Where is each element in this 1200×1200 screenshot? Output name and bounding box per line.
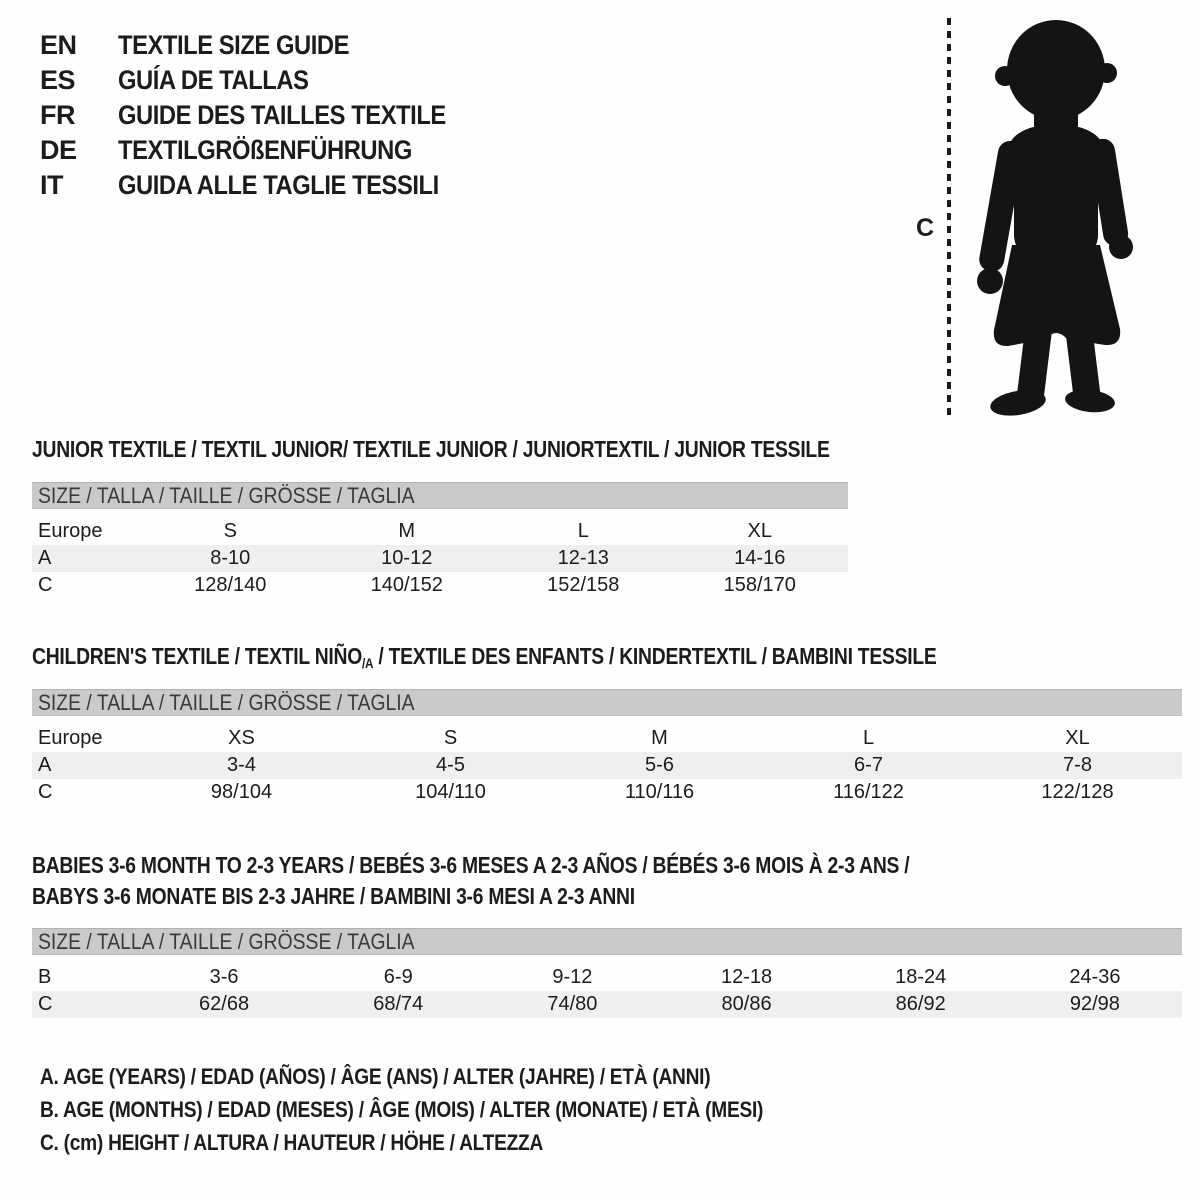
size-value: 140/152 [370,574,443,596]
size-value: 152/158 [547,574,620,596]
table-row-height [32,779,1182,806]
size-value: 122/128 [1041,781,1114,803]
size-value: 104/110 [415,781,486,803]
guide-title: GUÍA DE TALLAS [118,65,309,95]
size-value: 128/140 [194,574,267,596]
legend-line-c: C. (cm) HEIGHT / ALTURA / HAUTEUR / HÖHE / ALTEZZA [40,1130,544,1155]
legend-line-a: A. AGE (YEARS) / EDAD (AÑOS) / ÂGE (ANS) / ALTER (JAHRE) / ETÀ (ANNI) [40,1064,711,1089]
column-header: L [862,727,875,749]
column-header: M [398,520,416,542]
table-row-height [32,572,848,599]
table-row-months [32,964,1182,991]
language-code: IT [40,170,63,200]
size-value: 14-16 [734,547,786,569]
legend-line-b: B. AGE (MONTHS) / EDAD (MESES) / ÂGE (MOIS) / ALTER (MONATE) / ETÀ (MESI) [40,1097,764,1122]
size-value: 9-12 [552,966,593,988]
height-measure-label: C [916,214,935,242]
size-value: 62/68 [199,993,250,1015]
column-header: Europe [38,727,103,749]
size-value: 12-13 [557,547,609,569]
table-header-row [32,725,1182,752]
column-header: XS [228,727,255,749]
size-value: 68/74 [373,993,424,1015]
language-row-fr [40,98,491,133]
size-value: 3-6 [209,966,239,988]
size-value: 8-10 [210,547,251,569]
row-label: A [38,547,52,569]
language-code: ES [40,65,76,95]
column-header: Europe [38,520,103,542]
column-header: XL [1065,727,1090,749]
row-label: C [38,781,53,803]
size-value: 24-36 [1069,966,1121,988]
size-value: 4-5 [436,754,465,776]
size-value: 74/80 [547,993,598,1015]
babies-size-table [32,964,1182,1018]
table-header-row [32,518,848,545]
section-childrens-textile [32,643,1182,806]
size-value: 3-4 [227,754,256,776]
size-value: 12-18 [720,966,773,988]
column-header: S [443,727,458,749]
table-row-height [32,991,1182,1018]
size-value: 80/86 [721,993,772,1015]
size-value: 6-9 [383,966,413,988]
size-value: 6-7 [854,754,883,776]
size-value: 110/116 [624,781,695,803]
language-row-es [40,63,491,98]
table-row-age [32,752,1182,779]
column-header: M [651,727,668,749]
size-value: 5-6 [645,754,674,776]
children-size-table [32,725,1182,806]
section-title-babies-line2: BABYS 3-6 MONATE BIS 2-3 JAHRE / BAMBINI 3-6 MESI A 2-3 ANNI [32,883,635,909]
guide-title: GUIDE DES TAILLES TEXTILE [118,100,446,130]
language-row-en [40,28,491,63]
table-row-age [32,545,848,572]
row-label: A [38,754,52,776]
column-header: XL [747,520,772,542]
column-header: S [223,520,237,542]
size-header-bar: SIZE / TALLA / TAILLE / GRÖSSE / TAGLIA [32,689,1182,716]
size-header-bar: SIZE / TALLA / TAILLE / GRÖSSE / TAGLIA [32,482,848,509]
size-header-bar: SIZE / TALLA / TAILLE / GRÖSSE / TAGLIA [32,928,1182,955]
language-code: FR [40,100,75,130]
junior-size-table [32,518,848,599]
row-label: B [38,966,52,988]
row-label: C [38,993,53,1015]
language-title-block [40,28,491,203]
height-dashed-line [947,18,951,418]
guide-title: GUIDA ALLE TAGLIE TESSILI [118,170,439,200]
guide-title: TEXTILGRÖßENFÜHRUNG [118,135,412,165]
size-value: 116/122 [833,781,904,803]
toddler-silhouette-icon [964,13,1144,423]
size-value: 86/92 [895,993,946,1015]
size-value: 92/98 [1069,993,1120,1015]
measurement-legend [40,1064,871,1163]
language-code: EN [40,30,77,60]
language-row-it [40,168,491,203]
guide-title: TEXTILE SIZE GUIDE [118,30,350,60]
section-title-babies-line1: BABIES 3-6 MONTH TO 2-3 YEARS / BEBÉS 3-6 MESES A 2-3 AÑOS / BÉBÉS 3-6 MOIS À 2-3 ANS / [32,852,910,878]
size-value: 10-12 [381,547,433,569]
size-value: 98/104 [210,781,273,803]
section-babies-textile [32,852,1182,1018]
column-header: L [577,520,589,542]
language-row-de [40,133,491,168]
height-measurement-figure [900,8,1200,433]
section-title-children: CHILDREN'S TEXTILE / TEXTIL $NIÑO_{/A}$ / TEXTILE DES ENFANTS / KINDERTEXTIL / BAMBINI TESSILE [32,643,937,671]
nino-a-subscript: /A [362,655,374,671]
size-value: 158/170 [723,574,796,596]
size-value: 7-8 [1063,754,1092,776]
size-value: 18-24 [895,966,947,988]
section-title-junior: JUNIOR TEXTILE / TEXTIL JUNIOR/ TEXTILE JUNIOR / JUNIORTEXTIL / JUNIOR TESSILE [32,436,830,462]
section-junior-textile [32,436,848,599]
language-code: DE [40,135,77,165]
row-label: C [38,574,53,596]
